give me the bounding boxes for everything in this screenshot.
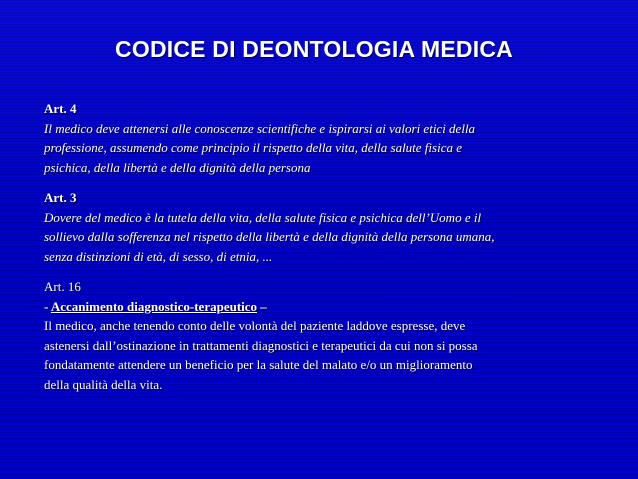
article-4 — [44, 99, 634, 177]
slide-title: CODICE DI DEONTOLOGIA MEDICA — [115, 36, 513, 62]
article-3-heading: Art. 3 — [44, 190, 77, 205]
slide-content — [44, 99, 634, 405]
article-16-subheading — [44, 297, 634, 317]
article-4-line-1: Il medico deve attenersi alle conoscenze scientifiche e ispirarsi ai valori etici della — [44, 120, 476, 136]
article-3-line-2: sollievo dalla sofferenza nel rispetto della libertà e della dignità della persona umana, — [44, 229, 495, 244]
article-4-line-3: psichica, della libertà e della dignità della persona — [44, 159, 311, 175]
article-4-line-2: professione, assumendo come principio il rispetto della vita, della salute fisica e — [44, 140, 462, 155]
article-16-subheading-text: Accanimento diagnostico-terapeutico — [50, 298, 258, 314]
article-3 — [44, 188, 634, 266]
article-3-line-1: Dovere del medico è la tutela della vita, della salute fisica e psichica dell’Uomo e il — [44, 209, 482, 225]
article-4-heading: Art. 4 — [44, 101, 77, 116]
article-16-line-4: della qualità della vita. — [44, 376, 163, 392]
article-16 — [44, 277, 634, 394]
article-16-line-2: astenersi dall’ostinazione in trattamenti diagnostici e terapeutici da cui non si possa — [44, 337, 478, 353]
article-16-subheading-suffix: – — [257, 298, 267, 314]
article-16-line-3: fondatamente attendere un beneficio per la salute del malato e/o un miglioramento — [44, 357, 473, 372]
article-16-line-1: Il medico, anche tenendo conto delle volontà del paziente laddove espresse, deve — [44, 318, 466, 333]
article-16-subheading-dash: - — [44, 298, 51, 314]
article-3-line-3: senza distinzioni di età, di sesso, di etnia, ... — [44, 248, 273, 264]
article-16-heading: Art. 16 — [44, 279, 81, 294]
